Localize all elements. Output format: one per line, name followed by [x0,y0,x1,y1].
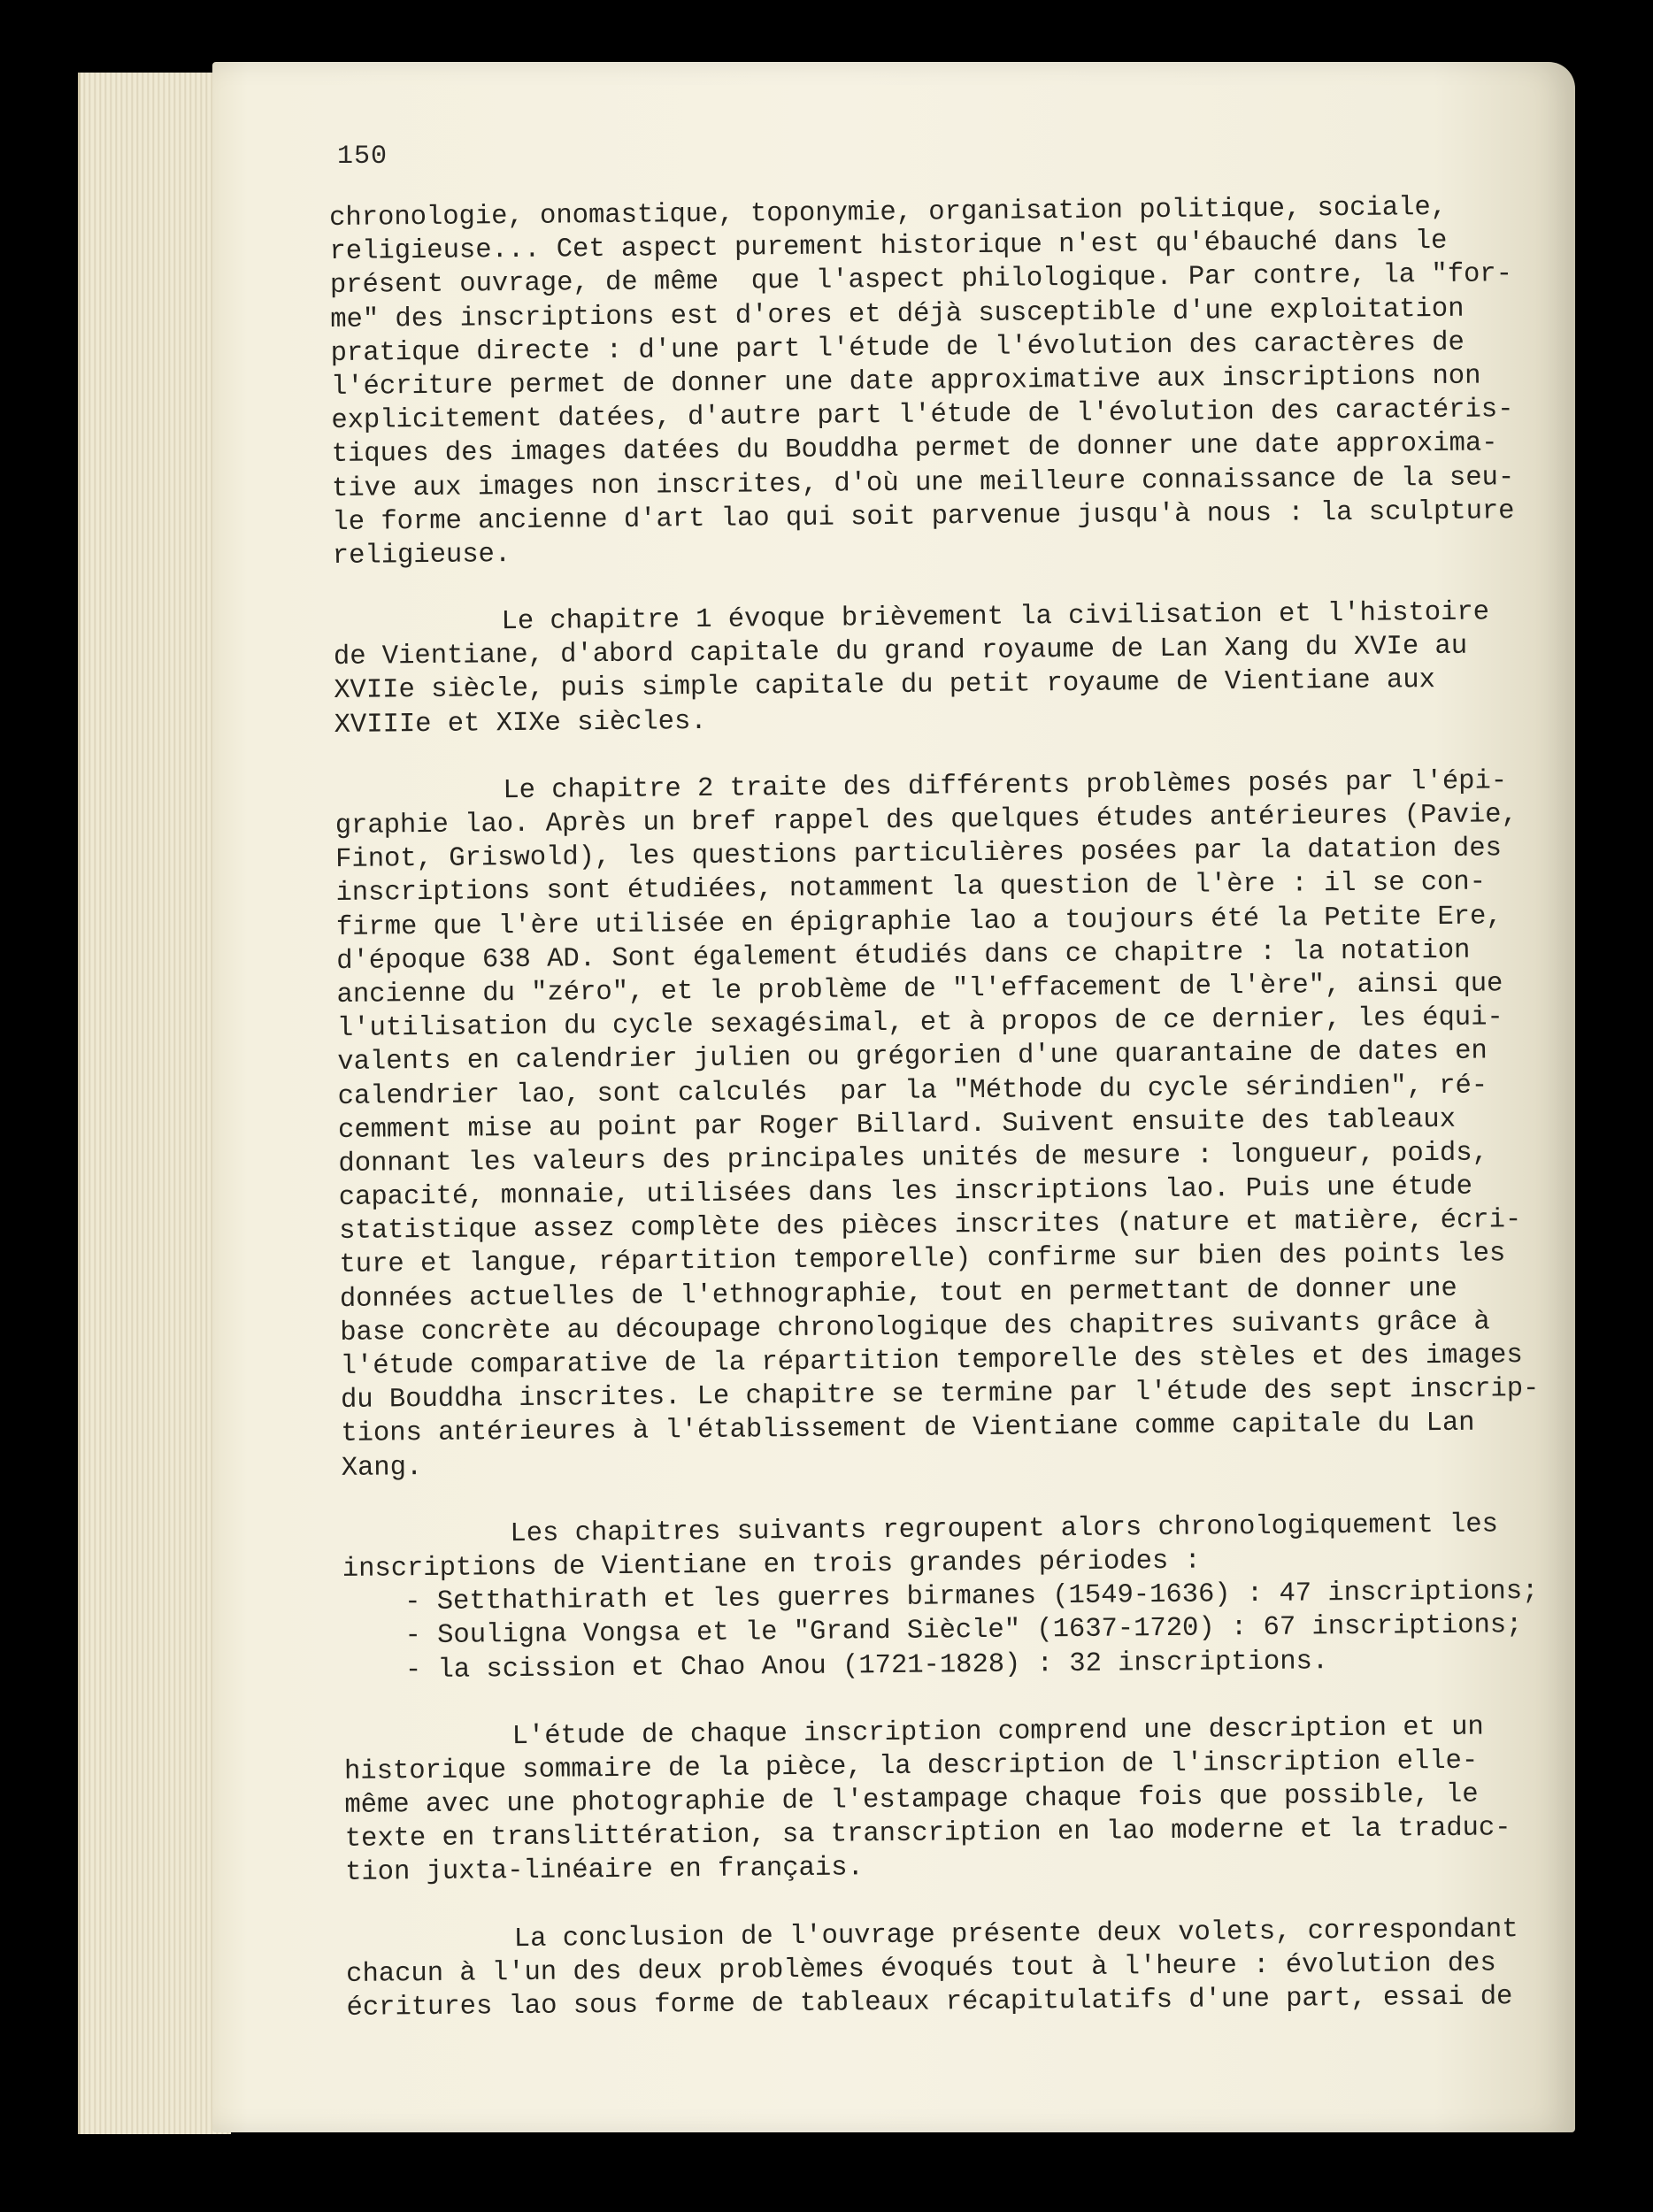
period-list-item: - la scission et Chao Anou (1721-1828) : 32 inscriptions. [404,1646,1329,1686]
text-line: religieuse. [332,539,511,572]
text-line: du Bouddha inscrites. Le chapitre se termine par l'étude des sept inscrip- [340,1374,1540,1417]
text-line: chacun à l'un des deux problèmes évoqués tout à l'heure : évolution des [346,1948,1496,1990]
text-line: Le chapitre 2 traite des différents problèmes posés par l'épi- [503,766,1508,806]
text-line: La conclusion de l'ouvrage présente deux volets, correspondant [513,1914,1518,1955]
text-line: Le chapitre 1 évoque brièvement la civilisation et l'histoire [501,597,1490,638]
paragraph-1 [329,191,1515,573]
text-line: tiques des images datées du Bouddha permet de donner une date approxima- [331,428,1498,471]
text-line: ture et langue, répartition temporelle) confirme sur bien des points les [339,1239,1506,1281]
text-line: tive aux images non inscrites, d'où une meilleure connaissance de la seu- [331,462,1515,504]
text-line: d'époque 638 AD. Sont également étudiés dans ce chapitre : la notation [336,935,1471,977]
text-line: données actuelles de l'ethnographie, tout en permettant de donner une [339,1273,1457,1315]
text-line: valents en calendrier julien ou grégorien d'une quarantaine de dates en [337,1036,1488,1079]
text-line: même avec une photographie de l'estampage chaque fois que possible, le [344,1779,1479,1821]
text-line: de Vientiane, d'abord capitale du grand royaume de Lan Xang du XVIe au [333,631,1468,673]
text-line: présent ouvrage, de même que l'aspect philologique. Par contre, la "for- [329,259,1513,302]
paragraph-6 [346,1913,1518,2025]
text-line: le forme ancienne d'art lao qui soit parvenue jusqu'à nous : la sculpture [332,495,1515,538]
text-line: me" des inscriptions est d'ores et déjà susceptible d'une exploitation [330,294,1465,335]
text-line: XVIIe siècle, puis simple capitale du petit royaume de Vientiane aux [334,665,1436,707]
page-number: 150 [337,142,388,172]
text-line: ancienne du "zéro", et le problème de "l'effacement de l'ère", ainsi que [336,969,1503,1010]
text-line: texte en translittération, sa transcription en lao moderne et la traduc- [344,1813,1511,1855]
text-line: inscriptions de Vientiane en trois grandes périodes : [342,1546,1202,1585]
text-line: graphie lao. Après un bref rappel des quelques études antérieures (Pavie, [334,800,1518,841]
text-line: XVIIIe et XIXe siècles. [334,706,707,741]
text-line: tions antérieures à l'établissement de Vientiane comme capitale du Lan [341,1409,1475,1450]
text-line: inscriptions sont étudiées, notamment la question de l'ère : il se con- [335,867,1487,910]
period-list-item: - Setthathirath et les guerres birmanes (1549-1636) : 47 inscriptions; [404,1577,1539,1618]
period-list-item: - Souligna Vongsa et le "Grand Siècle" (1637-1720) : 67 inscriptions; [404,1610,1523,1652]
text-line: religieuse... Cet aspect purement historique n'est qu'ébauché dans le [329,227,1448,268]
text-line: l'utilisation du cycle sexagésimal, et à propos de ce dernier, les équi- [336,1002,1503,1045]
text-line: historique sommaire de la pièce, la description de l'inscription elle- [343,1746,1479,1787]
text-line: calendrier lao, sont calculés par la "Méthode du cycle sérindien", ré- [337,1070,1488,1112]
text-line: Finot, Griswold), les questions particulières posées par la datation des [334,833,1503,876]
text-line: capacité, monnaie, utilisées dans les inscriptions lao. Puis une étude [338,1171,1473,1214]
text-line: Les chapitres suivants regroupent alors chronologiquement les [510,1509,1499,1549]
paragraph-2 [333,596,1490,742]
paragraph-4 [342,1508,1539,1687]
text-line: L'étude de chaque inscription comprend une description et un [511,1712,1484,1752]
paragraph-3 [334,765,1540,1486]
text-line: statistique assez complète des pièces inscrites (nature et matière, écri- [339,1205,1522,1248]
text-line: pratique directe : d'une part l'étude de l'évolution des caractères de [330,327,1465,369]
page-edges [78,73,231,2134]
paragraph-5 [343,1710,1511,1890]
text-line: écritures lao sous forme de tableaux récapitulatifs d'une part, essai de [346,1982,1513,2024]
text-line: chronologie, onomastique, toponymie, organisation politique, sociale, [329,192,1448,234]
text-line: donnant les valeurs des principales unités de mesure : longueur, poids, [338,1138,1489,1179]
body-text [329,191,1540,2059]
text-line: l'écriture permet de donner une date approximative aux inscriptions non [330,361,1481,403]
text-line: Xang. [341,1452,423,1484]
text-line: l'étude comparative de la répartition temporelle des stèles et des images [340,1340,1523,1382]
text-line: base concrète au découpage chronologique des chapitres suivants grâce à [340,1307,1490,1348]
text-line: explicitement datées, d'autre part l'étude de l'évolution des caractéris- [331,395,1514,437]
text-line: cemment mise au point par Roger Billard. Suivent ensuite des tableaux [337,1104,1457,1146]
text-line: firme que l'ère utilisée en épigraphie lao a toujours été la Petite Ere, [335,901,1503,943]
text-line: tion juxta-linéaire en français. [344,1853,864,1889]
